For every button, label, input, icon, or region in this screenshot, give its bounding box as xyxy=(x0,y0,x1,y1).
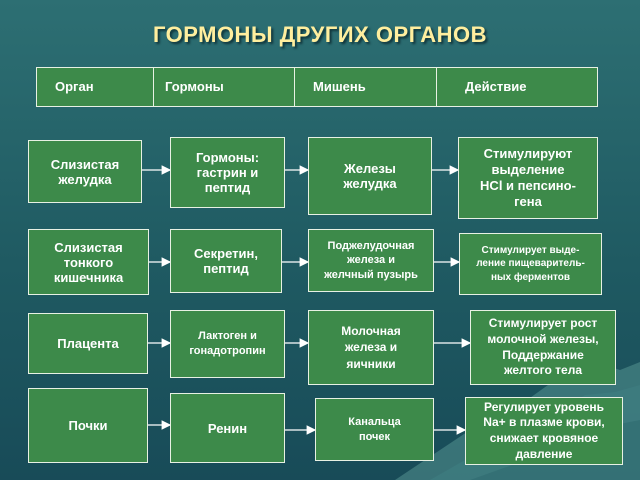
organ-box-stomach-mucosa: Слизистая желудка xyxy=(28,140,142,203)
target-box-kidney-tubules: Канальца почек xyxy=(315,398,434,461)
target-box-pancreas-gallbladder: Поджелудочная железа и желчный пузырь xyxy=(308,229,434,292)
organ-box-kidneys: Почки xyxy=(28,388,148,463)
header-hormones: Гормоны xyxy=(165,79,224,94)
column-header-bar xyxy=(36,67,598,107)
action-box-digestive-enzymes: Стимулирует выде- ление пищеваритель- ных ферментов xyxy=(459,233,602,295)
action-box-sodium-regulation: Регулирует уровень Na+ в плазме крови, снижает кровяное давление xyxy=(465,397,623,465)
header-divider xyxy=(436,68,437,106)
hormone-box-lactogen: Лактоген и гонадотропин xyxy=(170,310,285,378)
action-box-mammary-growth: Стимулирует рост молочной железы, Поддержание желтого тела xyxy=(470,310,616,385)
header-target: Мишень xyxy=(313,79,366,94)
hormone-box-secretin: Секретин, пептид xyxy=(170,229,282,293)
action-box-hcl-pepsinogen: Стимулируют выделение HCl и пепсино- гена xyxy=(458,137,598,219)
target-box-mammary-ovaries: Молочная железа и яичники xyxy=(308,310,434,385)
header-organ: Орган xyxy=(55,79,94,94)
page-title: ГОРМОНЫ ДРУГИХ ОРГАНОВ xyxy=(152,22,488,47)
hormone-box-renin: Ренин xyxy=(170,393,285,463)
header-divider xyxy=(153,68,154,106)
target-box-stomach-glands: Железы желудка xyxy=(308,137,432,215)
organ-box-small-intestine-mucosa: Слизистая тонкого кишечника xyxy=(28,229,149,295)
header-action: Действие xyxy=(465,79,527,94)
organ-box-placenta: Плацента xyxy=(28,313,148,374)
header-divider xyxy=(294,68,295,106)
hormone-box-gastrin: Гормоны: гастрин и пептид xyxy=(170,137,285,208)
